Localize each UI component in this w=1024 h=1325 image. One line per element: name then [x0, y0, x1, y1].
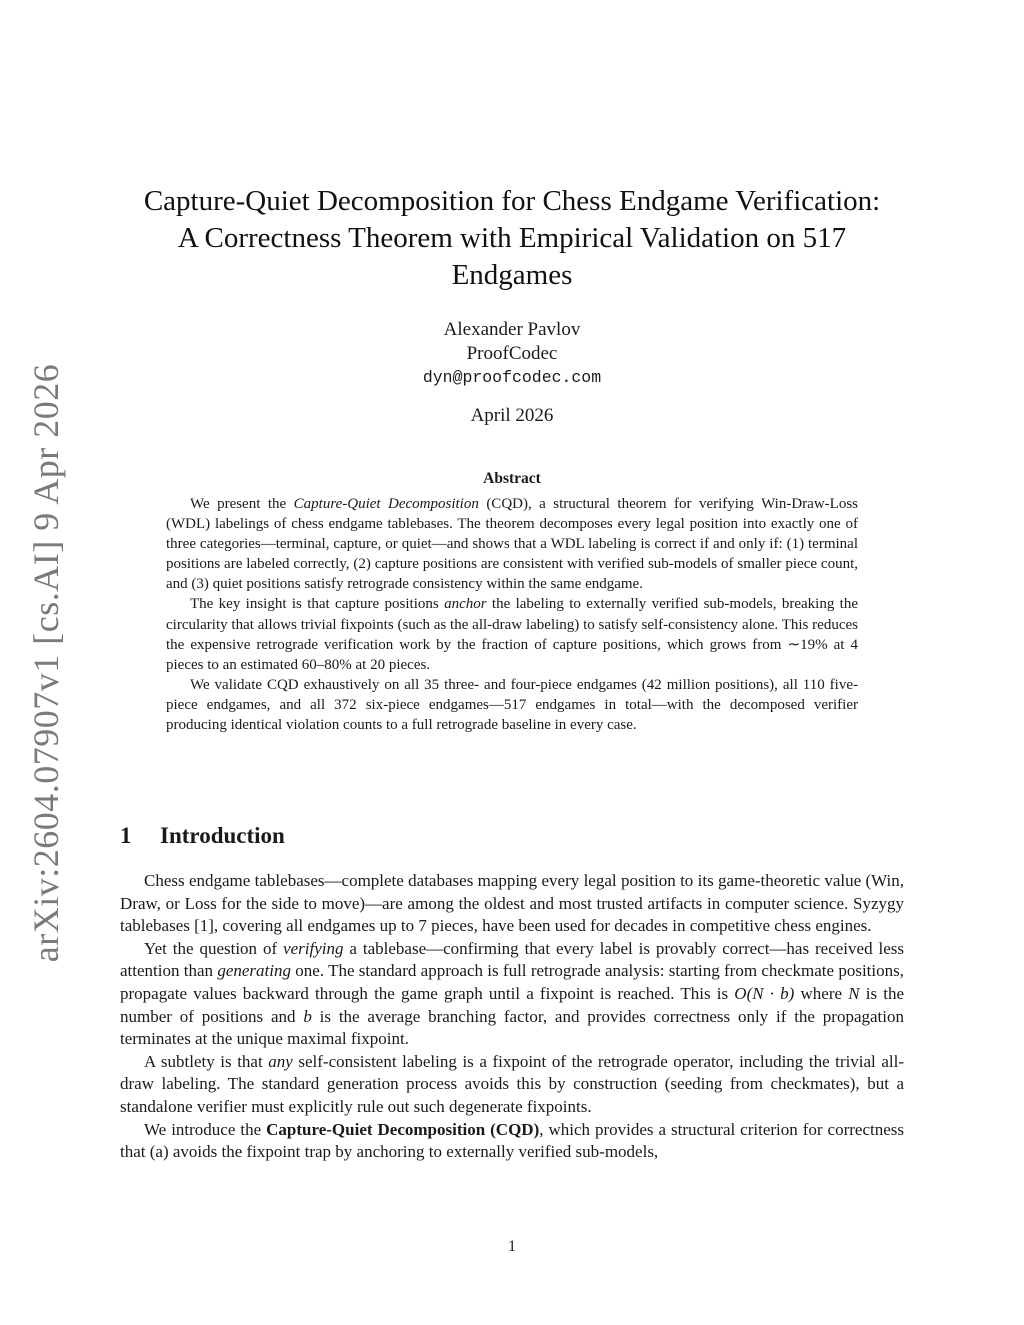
- arxiv-identifier-text: arXiv:2604.07907v1 [cs.AI] 9 Apr 2026: [26, 363, 66, 962]
- title-line-2: A Correctness Theorem with Empirical Validation on 517: [177, 222, 847, 254]
- introduction-body: [120, 870, 904, 1164]
- publication-date: April 2026: [470, 405, 554, 426]
- abstract-paragraph-2: The key insight is that capture positions anchor the labeling to externally verified sub-models, breaking the circularity that allows trivial fixpoints (such as the all-draw labeling) to satisfy self-consistency alone. This reduces the expensive retrograde verification work by the fraction of capture positions, which grows from ∼19% at 4 pieces to an estimated 60–80% at 20 pieces.: [166, 596, 858, 673]
- page-number: 1: [508, 1238, 516, 1255]
- bold-term: Capture-Quiet Decomposition (CQD): [266, 1119, 540, 1139]
- author-block: [120, 318, 904, 390]
- emphasis-term: generating: [217, 961, 291, 981]
- abstract-heading: Abstract: [483, 470, 541, 487]
- arxiv-identifier-stamp: [20, 363, 72, 962]
- section-heading-introduction: [120, 823, 904, 849]
- math-complexity: O(N · b): [734, 983, 795, 1003]
- abstract-body: [166, 494, 858, 735]
- paper-title: [120, 183, 904, 294]
- author-affiliation: ProofCodec: [466, 343, 558, 364]
- emphasis-term: Capture-Quiet Decomposition: [293, 496, 479, 512]
- author-email: dyn@proofcodec.com: [422, 368, 602, 387]
- intro-paragraph-4: We introduce the Capture-Quiet Decomposition (CQD), which provides a structural criterion for correctness that (a) avoids the fixpoint trap by anchoring to externally verified sub-models,: [120, 1119, 904, 1162]
- abstract-paragraph-1: We present the Capture-Quiet Decomposition (CQD), a structural theorem for verifying Win-Draw-Loss (WDL) labelings of chess endgame tablebases. The theorem decomposes every legal position into exactly one of three categories—terminal, capture, or quiet—and shows that a WDL labeling is correct if and only if: (1) terminal positions are labeled correctly, (2) capture positions are consistent with verified sub-models of smaller piece count, and (3) quiet positions satisfy retrograde consistency within the same endgame.: [166, 496, 858, 593]
- title-line-1: Capture-Quiet Decomposition for Chess Endgame Verification:: [143, 185, 881, 217]
- intro-paragraph-3: A subtlety is that any self-consistent labeling is a fixpoint of the retrograde operator, including the trivial all-draw labeling. The standard generation process avoids this by construction (seeding from checkmates), but a standalone verifier must explicitly rule out such degenerate fixpoints.: [120, 1051, 904, 1116]
- title-line-3: Endgames: [451, 259, 573, 291]
- section-number: 1: [120, 823, 132, 848]
- paper-title-block: [120, 183, 904, 294]
- emphasis-term: anchor: [444, 596, 487, 613]
- math-variable: b: [303, 1006, 312, 1026]
- author-name: Alexander Pavlov: [443, 319, 581, 340]
- intro-paragraph-1: Chess endgame tablebases—complete databases mapping every legal position to its game-theoretic value (Win, Draw, or Loss for the side to move)—are among the oldest and most trusted artifacts in computer science. Syzygy tablebases [1], covering all endgames up to 7 pieces, have been used for decades in competitive chess engines.: [120, 871, 904, 936]
- section-title: Introduction: [160, 823, 285, 848]
- abstract-paragraph-3: We validate CQD exhaustively on all 35 three- and four-piece endgames (42 million positions), all 110 five-piece endgames, and all 372 six-piece endgames—517 endgames in total—with the decomposed verifier producing identical violation counts to a full retrograde baseline in every case.: [166, 676, 858, 734]
- math-variable: N: [848, 983, 860, 1003]
- emphasis-term: verifying: [283, 938, 344, 958]
- intro-paragraph-2: Yet the question of verifying a tablebase—confirming that every label is provably correct—has received less attention than generating one. The standard approach is full retrograde analysis: starting from checkmate positions, propagate values backward through the game graph until a fixpoint is reached. This is O(N · b) where N is the number of positions and b is the average branching factor, and provides correctness only if the propagation terminates at the unique maximal fixpoint.: [120, 938, 904, 1049]
- emphasis-term: any: [268, 1051, 293, 1071]
